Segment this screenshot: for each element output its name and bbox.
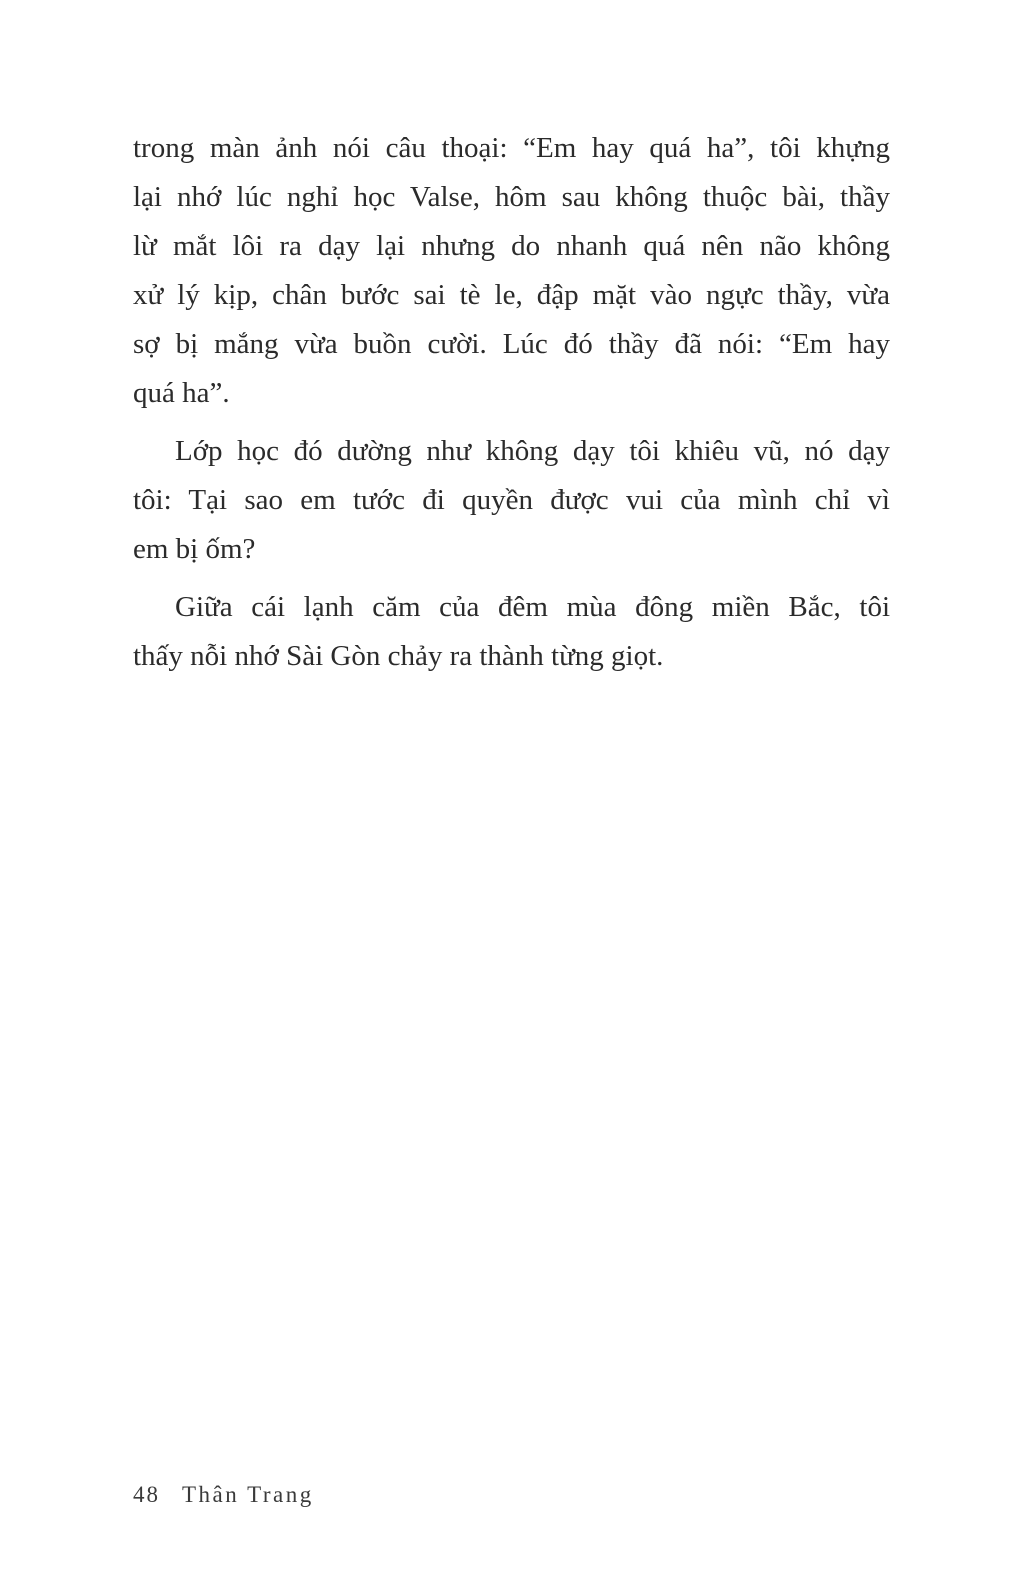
text-line: trong màn ảnh nói câu thoại: “Em hay quá ha”, tôi khựng <box>133 132 890 164</box>
paragraph-2 <box>133 427 890 574</box>
body-text <box>133 124 890 690</box>
text-line: lừ mắt lôi ra dạy lại nhưng do nhanh quá nên não không <box>133 230 890 262</box>
text-line: sợ bị mắng vừa buồn cười. Lúc đó thầy đã nói: “Em hay <box>133 328 890 360</box>
text-line: tôi: Tại sao em tước đi quyền được vui của mình chỉ vì <box>133 484 890 516</box>
paragraph-3 <box>133 583 890 681</box>
text-line: Lớp học đó dường như không dạy tôi khiêu vũ, nó dạy <box>175 435 890 467</box>
text-line: em bị ốm? <box>133 533 256 565</box>
paragraph-1 <box>133 124 890 418</box>
text-line: thấy nỗi nhớ Sài Gòn chảy ra thành từng giọt. <box>133 640 664 672</box>
text-line: lại nhớ lúc nghỉ học Valse, hôm sau không thuộc bài, thầy <box>133 181 890 213</box>
running-title: Thân Trang <box>182 1482 314 1507</box>
page-footer <box>133 1482 314 1508</box>
text-line: xử lý kịp, chân bước sai tè le, đập mặt vào ngực thầy, vừa <box>133 279 890 311</box>
text-line: quá ha”. <box>133 377 230 409</box>
text-line: Giữa cái lạnh căm của đêm mùa đông miền Bắc, tôi <box>175 591 890 623</box>
page-number: 48 <box>133 1482 160 1507</box>
